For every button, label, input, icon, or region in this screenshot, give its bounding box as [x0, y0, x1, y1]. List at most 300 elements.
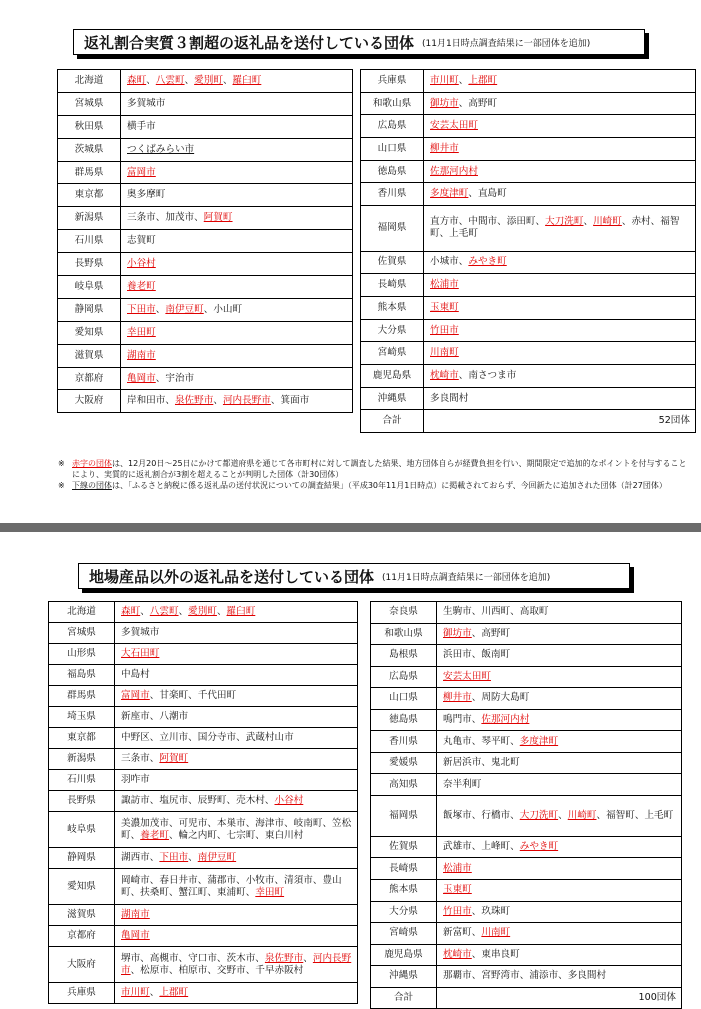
municipalities-cell [115, 926, 358, 947]
table-row [49, 848, 358, 869]
prefecture-cell: 福岡県 [371, 795, 437, 836]
prefecture-cell: 東京都 [58, 184, 121, 207]
prefecture-cell: 宮城県 [49, 623, 115, 644]
prefecture-cell: 滋賀県 [58, 344, 121, 367]
prefecture-cell: 長野県 [49, 791, 115, 812]
prefecture-cell: 山口県 [361, 138, 424, 161]
prefecture-cell: 和歌山県 [371, 623, 437, 645]
municipality-text: 新居浜市、鬼北町 [443, 757, 520, 769]
municipalities-cell [115, 728, 358, 749]
prefecture-cell: 長野県 [58, 253, 121, 276]
municipalities-cell [437, 836, 682, 858]
table-row [361, 92, 696, 115]
highlighted-municipality: 市川町 [430, 74, 459, 86]
total-row [371, 987, 682, 1009]
prefecture-cell: 東京都 [49, 728, 115, 749]
section1-notes [58, 458, 690, 491]
highlighted-municipality: 湖南市 [121, 909, 150, 920]
municipality-text: 新富町、 [443, 927, 482, 939]
prefecture-cell: 鹿児島県 [371, 944, 437, 966]
municipalities-cell [121, 367, 353, 390]
municipalities-cell [115, 905, 358, 926]
highlighted-municipality: 愛別町 [194, 74, 223, 86]
municipalities-cell [115, 983, 358, 1004]
note-text [72, 480, 690, 491]
note-mark: ※ [58, 481, 65, 490]
highlighted-municipality: 泉佐野市 [174, 395, 214, 407]
table-row [361, 183, 696, 206]
highlighted-municipality: 枕崎市 [430, 369, 459, 381]
note-part: 赤字の団体 [72, 459, 112, 468]
table-row [58, 161, 353, 184]
highlighted-municipality: 大刀洗町 [545, 216, 584, 228]
table-row [361, 115, 696, 138]
table-row [49, 869, 358, 905]
municipalities-cell [115, 869, 358, 905]
highlighted-municipality: 養老町 [140, 829, 169, 841]
prefecture-cell: 兵庫県 [49, 983, 115, 1004]
highlighted-municipality: 竹田市 [430, 324, 459, 336]
highlighted-municipality: 玉東町 [443, 884, 472, 896]
prefecture-cell: 徳島県 [371, 709, 437, 731]
table-row [58, 207, 353, 230]
prefecture-cell: 香川県 [361, 183, 424, 206]
highlighted-municipality: 柳井市 [443, 692, 472, 704]
municipality-text: 諏訪市、塩尻市、辰野町、売木村、 [121, 795, 275, 806]
table-row [361, 297, 696, 320]
municipalities-cell [115, 686, 358, 707]
municipality-text: 新座市、八潮市 [121, 711, 189, 722]
municipalities-cell [437, 752, 682, 774]
prefecture-cell: 高知県 [371, 774, 437, 796]
highlighted-municipality: 佐那河内村 [481, 714, 530, 725]
table-row [49, 791, 358, 812]
table-row [371, 731, 682, 753]
highlighted-municipality: 上郡町 [159, 987, 189, 998]
highlighted-municipality: 森町 [127, 74, 147, 86]
municipality-text: 、玖珠町 [471, 905, 511, 917]
municipalities-cell [437, 602, 682, 624]
prefecture-cell: 大阪府 [58, 390, 121, 413]
table-row [49, 686, 358, 707]
prefecture-cell: 新潟県 [49, 749, 115, 770]
municipalities-cell [121, 138, 353, 161]
highlighted-municipality: みやき町 [519, 841, 559, 853]
table-row [49, 644, 358, 665]
highlighted-municipality: 南伊豆町 [197, 852, 237, 863]
municipality-text: 、 [558, 809, 568, 821]
prefecture-cell: 静岡県 [58, 298, 121, 321]
municipality-text: 多賀城市 [121, 627, 160, 638]
municipalities-cell [121, 184, 353, 207]
section2-title: 地場産品以外の返礼品を送付している団体 [89, 567, 375, 586]
prefecture-cell: 静岡県 [49, 848, 115, 869]
note-mark: ※ [58, 459, 65, 468]
highlighted-municipality: 小谷村 [274, 795, 304, 806]
note-part: は、「ふるさと納税に係る返礼品の送付状況についての調査結果」（平成30年11月1日時点）に掲載されておらず、今回新たに追加された団体（計27団体） [112, 481, 667, 490]
table-row [361, 387, 696, 410]
total-value: 100団体 [437, 987, 682, 1009]
table-row [58, 344, 353, 367]
prefecture-cell: 佐賀県 [371, 836, 437, 858]
prefecture-cell: 鹿児島県 [361, 365, 424, 388]
prefecture-cell: 広島県 [361, 115, 424, 138]
table-row [371, 795, 682, 836]
municipality-text: 、 [583, 216, 594, 228]
note-part: は、12月20日～25日にかけて都道府県を通じて各市町村に対して調査した結果、地方団体自らが経費負担を行い、期間限定で追加的なポイントを付与することにより、実質的に返礼割合が3割を超えることが判明した団体（計30団体） [72, 459, 687, 479]
prefecture-cell: 奈良県 [371, 602, 437, 624]
municipalities-cell [424, 251, 696, 274]
municipalities-cell [437, 966, 682, 988]
total-row [361, 410, 696, 433]
municipalities-cell [121, 253, 353, 276]
prefecture-cell: 沖縄県 [361, 387, 424, 410]
municipality-text: 小城市、 [430, 256, 469, 268]
municipalities-cell [437, 709, 682, 731]
highlighted-municipality: 羅臼町 [226, 606, 256, 617]
highlighted-municipality: 八雲町 [149, 606, 179, 617]
table-row [58, 321, 353, 344]
highlighted-municipality: 大刀洗町 [519, 809, 559, 821]
municipalities-cell [437, 623, 682, 645]
municipality-text: 直方市、中間市、添田町、 [430, 216, 546, 228]
section1-title-box [73, 29, 645, 55]
table-row [371, 688, 682, 710]
table-row [58, 115, 353, 138]
highlighted-municipality: 富岡市 [127, 166, 156, 178]
municipalities-cell [424, 92, 696, 115]
section2-title-box [78, 563, 630, 589]
table-row [58, 253, 353, 276]
highlighted-municipality: 阿賀町 [159, 753, 189, 764]
municipalities-cell [437, 731, 682, 753]
table-row [58, 276, 353, 299]
municipalities-cell [121, 115, 353, 138]
municipality-text: 美濃加茂市、可児市、本巣市、海津市、岐南町、笠松町、 [121, 817, 352, 841]
municipalities-cell [121, 298, 353, 321]
prefecture-cell: 長崎県 [371, 858, 437, 880]
municipalities-cell [437, 901, 682, 923]
municipality-text: 那覇市、宮野湾市、浦添市、多良間村 [443, 970, 607, 982]
municipalities-cell [424, 342, 696, 365]
table-row [361, 70, 696, 93]
prefecture-cell: 新潟県 [58, 207, 121, 230]
prefecture-cell: 大分県 [371, 901, 437, 923]
table-row [49, 983, 358, 1004]
table-row [58, 92, 353, 115]
municipality-text: 生駒市、川西町、高取町 [443, 606, 549, 618]
municipality-text: 、松原市、柏原市、交野市、千早赤阪村 [130, 964, 304, 976]
highlighted-municipality: 森町 [121, 606, 141, 617]
section1-right-table [360, 69, 696, 433]
underlined-municipality: つくばみらい市 [127, 143, 195, 155]
section2-subtitle: (11月1日時点調査結果に一部団体を追加) [382, 572, 551, 583]
municipality-text: 、宇治市 [155, 372, 195, 384]
highlighted-municipality: 御坊市 [443, 627, 472, 639]
municipalities-cell [115, 770, 358, 791]
section1-title: 返礼割合実質３割超の返礼品を送付している団体 [84, 33, 415, 52]
highlighted-municipality: 河内長野市 [121, 952, 352, 976]
municipalities-cell [115, 749, 358, 770]
municipality-text: 岸和田市、 [127, 395, 175, 407]
prefecture-cell: 埼玉県 [49, 707, 115, 728]
table-row [361, 206, 696, 252]
note-item [58, 480, 690, 491]
municipalities-cell [437, 923, 682, 945]
municipality-text: 、直島町 [468, 188, 507, 200]
highlighted-municipality: 松浦市 [430, 279, 459, 291]
prefecture-cell: 福島県 [49, 665, 115, 686]
page-separator [0, 523, 701, 532]
municipality-text: 武雄市、上峰町、 [443, 841, 520, 853]
municipality-text: 丸亀市、琴平町、 [443, 735, 520, 747]
municipalities-cell [121, 207, 353, 230]
municipalities-cell [424, 365, 696, 388]
municipality-text: 、周防大島町 [471, 692, 530, 704]
prefecture-cell: 佐賀県 [361, 251, 424, 274]
municipalities-cell [115, 812, 358, 848]
prefecture-cell: 宮崎県 [361, 342, 424, 365]
total-label: 合計 [361, 410, 424, 433]
highlighted-municipality: 養老町 [127, 280, 156, 292]
municipality-text: 浜田市、飯南町 [443, 649, 511, 661]
highlighted-municipality: 川南町 [430, 347, 459, 359]
prefecture-cell: 群馬県 [49, 686, 115, 707]
municipalities-cell [115, 644, 358, 665]
municipality-text: 、 [458, 74, 469, 86]
prefecture-cell: 秋田県 [58, 115, 121, 138]
table-row [49, 707, 358, 728]
highlighted-municipality: 川崎町 [593, 216, 622, 228]
municipalities-cell [424, 274, 696, 297]
prefecture-cell: 福岡県 [361, 206, 424, 252]
note-part: 下線の団体 [72, 481, 112, 490]
municipalities-cell [424, 115, 696, 138]
table-row [371, 623, 682, 645]
table-row [371, 966, 682, 988]
table-row [361, 138, 696, 161]
prefecture-cell: 広島県 [371, 666, 437, 688]
highlighted-municipality: 市川町 [121, 987, 150, 998]
highlighted-municipality: 亀岡市 [127, 372, 156, 384]
municipalities-cell [115, 602, 358, 623]
highlighted-municipality: 竹田市 [443, 905, 472, 917]
table-row [58, 184, 353, 207]
highlighted-municipality: 安芸太田町 [443, 670, 491, 682]
municipality-text: 志賀町 [127, 235, 156, 247]
municipalities-cell [437, 880, 682, 902]
municipalities-cell [121, 276, 353, 299]
municipalities-cell [437, 645, 682, 667]
highlighted-municipality: 多度津町 [519, 735, 559, 747]
table-row [58, 70, 353, 93]
municipalities-cell [115, 848, 358, 869]
municipality-text: 三条市、加茂市、 [127, 212, 204, 224]
municipality-text: 湖西市、 [121, 852, 160, 863]
municipality-text: 、輪之内町、七宗町、東白川村 [168, 829, 304, 841]
table-row [371, 880, 682, 902]
table-row [58, 298, 353, 321]
municipality-text: 、 [155, 303, 166, 315]
prefecture-cell: 徳島県 [361, 160, 424, 183]
municipalities-cell [121, 92, 353, 115]
highlighted-municipality: 佐那河内村 [430, 165, 478, 177]
municipality-text: 多賀城市 [127, 97, 166, 109]
municipality-text: 、 [222, 74, 233, 86]
municipality-text: 、南さつま市 [458, 369, 517, 381]
prefecture-cell: 山口県 [371, 688, 437, 710]
municipalities-cell [121, 321, 353, 344]
municipalities-cell [115, 707, 358, 728]
municipality-text: 堺市、高槻市、守口市、茨木市、 [121, 952, 265, 964]
municipality-text: 羽咋市 [121, 774, 150, 785]
highlighted-municipality: みやき町 [468, 256, 507, 268]
table-row [49, 623, 358, 644]
total-label: 合計 [371, 987, 437, 1009]
prefecture-cell: 香川県 [371, 731, 437, 753]
municipalities-cell [121, 230, 353, 253]
highlighted-municipality: 玉東町 [430, 301, 459, 313]
municipality-text: 、小山町 [203, 303, 243, 315]
municipality-text: 飯塚市、行橋市、 [443, 809, 520, 821]
municipalities-cell [115, 947, 358, 983]
table-row [49, 812, 358, 848]
municipalities-cell [424, 183, 696, 206]
municipality-text: 岡崎市、春日井市、蒲郡市、小牧市、清須市、豊山町、扶桑町、蟹江町、東浦町、 [121, 874, 342, 898]
highlighted-municipality: 御坊市 [430, 97, 459, 109]
highlighted-municipality: 上郡町 [468, 74, 498, 86]
prefecture-cell: 兵庫県 [361, 70, 424, 93]
table-row [58, 390, 353, 413]
table-row [49, 749, 358, 770]
table-row [58, 138, 353, 161]
prefecture-cell: 大分県 [361, 319, 424, 342]
municipality-text: 、 [146, 74, 156, 86]
municipality-text: 鳴門市、 [443, 714, 482, 725]
prefecture-cell: 熊本県 [371, 880, 437, 902]
municipality-text: 、 [178, 606, 189, 617]
municipality-text: 中野区、立川市、国分寺市、武蔵村山市 [121, 732, 294, 743]
highlighted-municipality: 小谷村 [127, 258, 156, 270]
prefecture-cell: 宮崎県 [371, 923, 437, 945]
table-row [371, 923, 682, 945]
municipalities-cell [437, 688, 682, 710]
municipality-text: 、 [184, 74, 195, 86]
municipalities-cell [121, 344, 353, 367]
municipalities-cell [115, 665, 358, 686]
table-row [49, 926, 358, 947]
highlighted-municipality: 亀岡市 [121, 930, 150, 941]
table-row [371, 602, 682, 624]
highlighted-municipality: 富岡市 [121, 690, 150, 701]
highlighted-municipality: 川南町 [481, 927, 511, 939]
municipalities-cell [424, 387, 696, 410]
municipalities-cell [437, 795, 682, 836]
highlighted-municipality: 幸田町 [255, 886, 285, 898]
municipality-text: 、箕面市 [270, 395, 310, 407]
prefecture-cell: 長崎県 [361, 274, 424, 297]
municipalities-cell [115, 623, 358, 644]
prefecture-cell: 愛媛県 [371, 752, 437, 774]
prefecture-cell: 熊本県 [361, 297, 424, 320]
prefecture-cell: 京都府 [49, 926, 115, 947]
municipalities-cell [121, 161, 353, 184]
municipalities-cell [424, 160, 696, 183]
highlighted-municipality: 下田市 [127, 303, 156, 315]
table-row [371, 858, 682, 880]
table-row [49, 905, 358, 926]
municipality-text: 、 [188, 852, 198, 863]
table-row [361, 365, 696, 388]
municipalities-cell [437, 666, 682, 688]
municipality-text: 横手市 [127, 120, 156, 132]
prefecture-cell: 滋賀県 [49, 905, 115, 926]
prefecture-cell: 山形県 [49, 644, 115, 665]
note-item [58, 458, 690, 480]
municipalities-cell [424, 297, 696, 320]
municipality-text: 、福智町、上毛町 [596, 809, 674, 821]
prefecture-cell: 北海道 [49, 602, 115, 623]
municipalities-cell [121, 390, 353, 413]
table-row [361, 251, 696, 274]
municipality-text: 、 [213, 395, 223, 407]
highlighted-municipality: 川崎町 [567, 809, 597, 821]
highlighted-municipality: 八雲町 [155, 74, 185, 86]
prefecture-cell: 愛知県 [49, 869, 115, 905]
municipalities-cell [424, 70, 696, 93]
note-text [72, 458, 690, 480]
municipality-text: 、 [149, 987, 160, 998]
municipality-text: 、高野町 [471, 627, 511, 639]
highlighted-municipality: 幸田町 [127, 326, 156, 338]
prefecture-cell: 沖縄県 [371, 966, 437, 988]
table-row [49, 728, 358, 749]
municipalities-cell [115, 791, 358, 812]
prefecture-cell: 京都府 [58, 367, 121, 390]
highlighted-municipality: 多度津町 [430, 188, 469, 200]
highlighted-municipality: 河内長野市 [222, 395, 271, 407]
highlighted-municipality: 枕崎市 [443, 948, 472, 960]
highlighted-municipality: 羅臼町 [232, 74, 262, 86]
table-row [371, 752, 682, 774]
prefecture-cell: 和歌山県 [361, 92, 424, 115]
municipalities-cell [424, 138, 696, 161]
municipality-text: 、高野町 [458, 97, 498, 109]
prefecture-cell: 石川県 [49, 770, 115, 791]
section2-right-table [370, 601, 682, 1009]
table-row [361, 342, 696, 365]
municipality-text: 、 [140, 606, 150, 617]
municipality-text: 、甘楽町、千代田町 [149, 690, 237, 701]
table-row [371, 901, 682, 923]
municipality-text: 奥多摩町 [127, 189, 166, 201]
highlighted-municipality: 湖南市 [127, 349, 156, 361]
table-row [49, 602, 358, 623]
section1-left-table [57, 69, 353, 413]
table-row [58, 367, 353, 390]
table-row [49, 947, 358, 983]
table-row [371, 944, 682, 966]
highlighted-municipality: 柳井市 [430, 142, 459, 154]
municipality-text: 奈半利町 [443, 778, 482, 790]
table-row [49, 665, 358, 686]
prefecture-cell: 大阪府 [49, 947, 115, 983]
table-row [371, 666, 682, 688]
highlighted-municipality: 泉佐野市 [264, 952, 304, 964]
table-row [361, 160, 696, 183]
prefecture-cell: 岐阜県 [49, 812, 115, 848]
highlighted-municipality: 愛別町 [188, 606, 217, 617]
